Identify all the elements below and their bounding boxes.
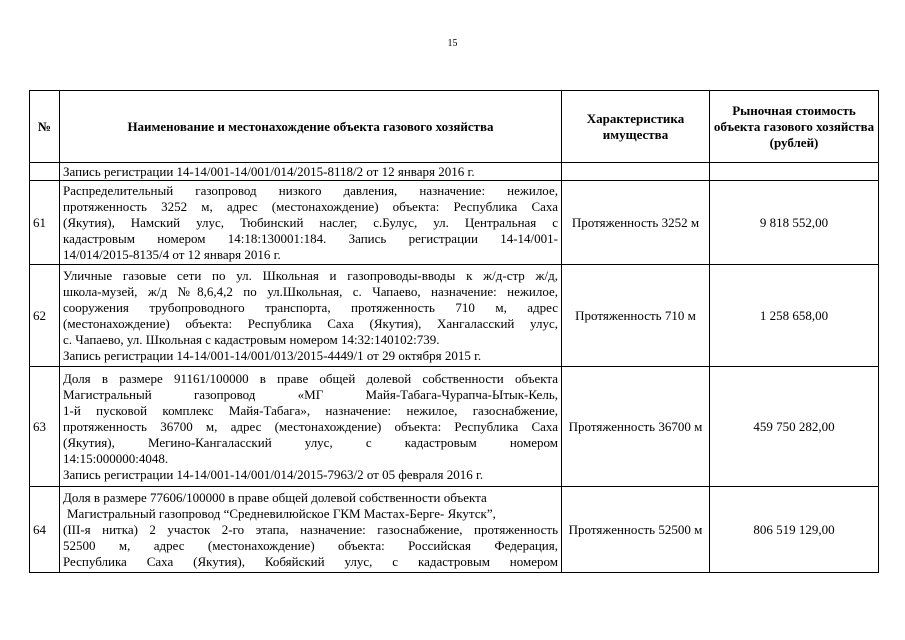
carryover-char-cell: [562, 163, 710, 181]
table-row: [30, 265, 879, 367]
row-value: 9 818 552,00: [710, 181, 879, 265]
row-name-line: Магистральный газопровод “Средневилюйское ГКМ Мастах-Берге- Якутск”,: [67, 505, 496, 521]
header-no: №: [30, 91, 60, 163]
row-name-line: Республика Саха (Якутия), Кобяйский улус, с кадастровым номером: [63, 553, 558, 569]
header-value: Рыночная стоимость объекта газового хозяйства (рублей): [710, 91, 879, 163]
row-name-line: Распределительный газопровод низкого давления, назначение: нежилое,: [63, 182, 558, 198]
row-number: 64: [30, 487, 60, 573]
row-name-line: (Якутия), Мегино-Кангаласский улус, с кадастровым номером: [63, 434, 558, 450]
table-row: [30, 367, 879, 487]
row-name-line: (Якутия), Намский улус, Тюбинский наслег, с.Булус, ул. Центральная с: [63, 214, 558, 230]
header-characteristic: Характеристика имущества: [562, 91, 710, 163]
row-name-line: Магистральный газопровод «МГ Майя-Табага-Чурапча-Ытык-Кель,: [63, 386, 558, 402]
gas-facilities-table: [29, 90, 879, 573]
row-name-line: (III-я нитка) 2 участок 2-го этапа, назначение: газоснабжение, протяженность: [63, 521, 558, 537]
row-name-line: Запись регистрации 14-14/001-14/001/013/2015-4449/1 от 29 октября 2015 г.: [63, 347, 482, 363]
row-name: [60, 367, 562, 487]
row-value: 459 750 282,00: [710, 367, 879, 487]
row-value: 806 519 129,00: [710, 487, 879, 573]
row-characteristic: Протяженность 52500 м: [562, 487, 710, 573]
carryover-value-cell: [710, 163, 879, 181]
row-name-line: протяженность 36700 м, адрес (местонахождение) объекта: Республика Саха: [63, 418, 558, 434]
row-characteristic: Протяженность 36700 м: [562, 367, 710, 487]
row-name-line: Уличные газовые сети по ул. Школьная и газопроводы-вводы к ж/д-стр ж/д,: [63, 267, 558, 283]
row-name-line: Запись регистрации 14-14/001-14/001/014/2015-7963/2 от 05 февраля 2016 г.: [63, 466, 484, 482]
row-number: 63: [30, 367, 60, 487]
row-name-line: Доля в размере 91161/100000 в праве общей долевой собственности объекта: [63, 370, 558, 386]
row-name-line: Доля в размере 77606/100000 в праве общей долевой собственности объекта: [63, 489, 487, 505]
row-name-line: (местонахождение) объекта: Республика Саха (Якутия), Хангаласский улус,: [63, 315, 558, 331]
row-name: [60, 181, 562, 265]
row-name-line: 52500 м, адрес (местонахождение) объекта: Российская Федерация,: [63, 537, 558, 553]
row-value: 1 258 658,00: [710, 265, 879, 367]
row-characteristic: Протяженность 3252 м: [562, 181, 710, 265]
header-name: Наименование и местонахождение объекта газового хозяйства: [60, 91, 562, 163]
row-number: 61: [30, 181, 60, 265]
row-name-line: 1-й пусковой комплекс Майя-Табага», назначение: нежилое, газоснабжение,: [63, 402, 558, 418]
table-row: [30, 487, 879, 573]
carryover-text: Запись регистрации 14-14/001-14/001/014/2015-8118/2 от 12 января 2016 г.: [60, 163, 562, 181]
row-name-line: сооружения трубопроводного транспорта, протяженность 710 м, адрес: [63, 299, 558, 315]
row-characteristic: Протяженность 710 м: [562, 265, 710, 367]
page-number: 15: [447, 38, 458, 49]
row-name-line: 14/014/2015-8135/4 от 12 января 2016 г.: [63, 246, 281, 262]
table-row: [30, 181, 879, 265]
row-number: 62: [30, 265, 60, 367]
carryover-row: [30, 163, 879, 181]
row-name-line: с. Чапаево, ул. Школьная с кадастровым номером 14:32:140102:739.: [63, 331, 440, 347]
carryover-no-cell: [30, 163, 60, 181]
table-header-row: [30, 91, 879, 163]
row-name-line: 14:15:000000:4048.: [63, 450, 169, 466]
row-name: [60, 487, 562, 573]
row-name-line: протяженность 3252 м, адрес (местонахождение) объекта: Республика Саха: [63, 198, 558, 214]
row-name: [60, 265, 562, 367]
row-name-line: кадастровым номером 14:18:130001:184. Запись регистрации 14-14/001-: [63, 230, 558, 246]
row-name-line: школа-музей, ж/д №8,6,4,2 по ул.Школьная, с. Чапаево, назначение: нежилое,: [63, 283, 558, 299]
